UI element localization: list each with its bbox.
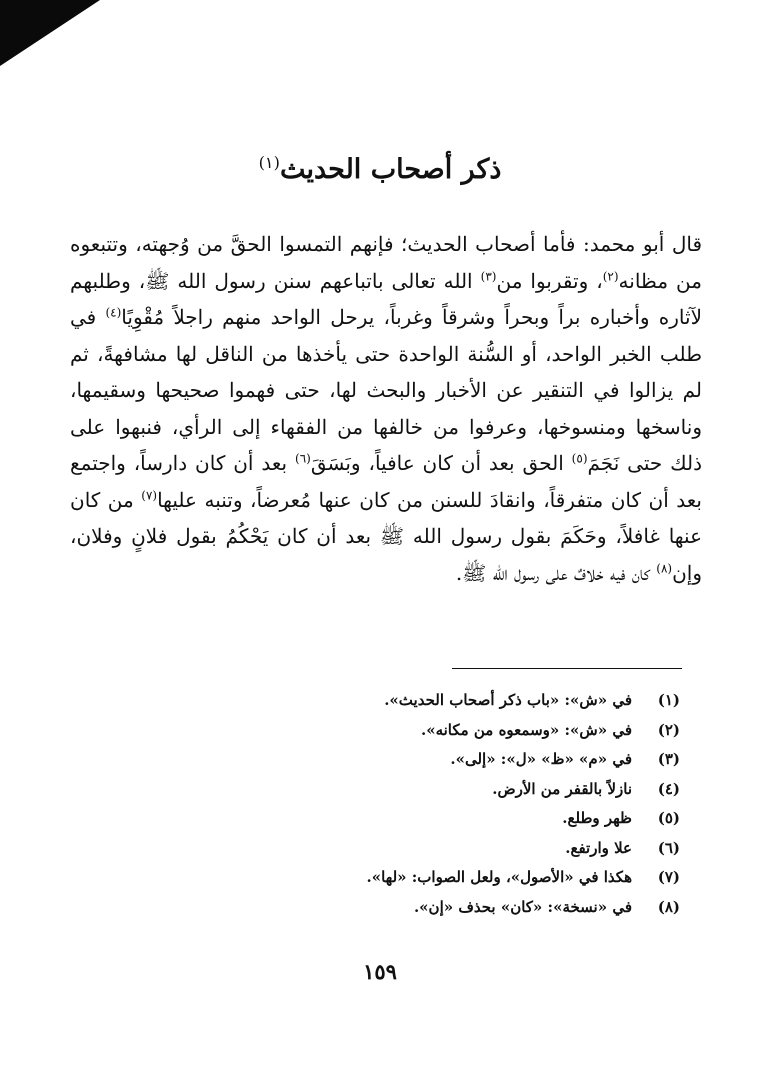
- footnote-ref-2: (٢): [602, 268, 619, 283]
- footnote-text: نازلاً بالقفر من الأرض.: [492, 779, 632, 798]
- main-paragraph: [70, 226, 702, 591]
- paragraph-segment: ، وتقربوا من: [496, 268, 603, 293]
- paragraph-segment: من كان عنها غافلاً، وحَكَمَ بقول رسول الله ﷺ بعد أن كان يَحْكُمُ بقول فلانٍ وفلان، وإن: [70, 487, 702, 585]
- footnote-8: [80, 893, 680, 923]
- paragraph-segment: قال أبو محمد: فأما أصحاب الحديث؛ فإنهم التمسوا الحقَّ من وُجهته، وتتبعوه من مظانه: [70, 232, 702, 293]
- main-text: [70, 226, 702, 591]
- footnote-number: (١): [657, 691, 680, 709]
- footnote-6: [80, 834, 680, 864]
- paragraph-segment: كان فيه خلافٌ على رسول الله ﷺ.: [455, 560, 657, 585]
- paragraph-segment: الله تعالى باتباعهم سنن رسول الله ﷺ، وطلبهم لآثاره وأخباره براً وبحراً وشرقاً وغرباً، يرحل الواحد منهم راجلاً مُقْوِيًا: [70, 268, 702, 329]
- footnote-7: [80, 863, 680, 893]
- footnote-text: ظهر وطلع.: [562, 809, 632, 827]
- paragraph-segment: في طلب الخبر الواحد، أو السُّنة الواحدة حتى يأخذها من الناقل لها مشافهةً، ثم لم يزالوا في التنقير عن الأخبار والبحث لها، حتى فهموا صحيحها وسقيمها، وناسخها ومنسوخها، وعرفوا من خالفها من الفقهاء إلى الرأي، فنبهوا على ذلك حتى نَجَمَ: [70, 305, 703, 475]
- footnote-5: [80, 804, 680, 834]
- paragraph-segment: الحق بعد أن كان عافياً، وبَسَقَ: [310, 451, 572, 475]
- footnote-2: [80, 716, 680, 746]
- page-number: ١٥٩: [363, 959, 397, 984]
- footnote-ref-6: (٦): [295, 451, 311, 466]
- footnote-number: (٢): [657, 720, 680, 739]
- footnote-ref-4: (٤): [105, 305, 122, 320]
- chapter-title-text: ذكر أصحاب الحديث: [279, 154, 502, 185]
- footnote-number: (٣): [657, 750, 680, 768]
- footnote-1: [80, 686, 680, 716]
- footnote-ref-3: (٣): [480, 268, 497, 283]
- footnote-text: في «ش»: «وسمعوه من مكانه».: [420, 720, 632, 739]
- footnote-ref-8: (٨): [656, 560, 673, 575]
- footnote-number: (٨): [657, 897, 680, 916]
- footnotes-list: [80, 686, 680, 922]
- footnote-number: (٧): [657, 868, 680, 886]
- footnote-text: في «م» «ظ» «ل»: «إلى».: [450, 750, 632, 768]
- footnote-number: (٦): [657, 838, 680, 857]
- footnote-text: علا وارتفع.: [565, 838, 632, 857]
- footnote-number: (٥): [657, 809, 680, 827]
- chapter-title: [0, 150, 760, 190]
- footnote-ref-7: (٧): [141, 487, 158, 502]
- footnote-separator: [452, 668, 682, 669]
- footnote-ref-5: (٥): [571, 451, 588, 466]
- page-corner-shadow: [0, 0, 100, 66]
- footnote-text: في «نسخة»: «كان» بحذف «إن».: [413, 897, 632, 916]
- chapter-title-footnote-ref: (١): [258, 153, 280, 172]
- footnote-3: [80, 745, 680, 775]
- footnote-text: هكذا في «الأصول»، ولعل الصواب: «لها».: [366, 868, 632, 886]
- footnote-text: في «ش»: «باب ذكر أصحاب الحديث».: [384, 691, 632, 709]
- footnote-4: [80, 775, 680, 805]
- paragraph-segment: بعد أن كان دارساً، واجتمع بعد أن كان متفرقاً، وانقادَ للسنن من كان عنها مُعرضاً، وتنبه عليها: [70, 451, 702, 512]
- footnote-number: (٤): [657, 779, 680, 798]
